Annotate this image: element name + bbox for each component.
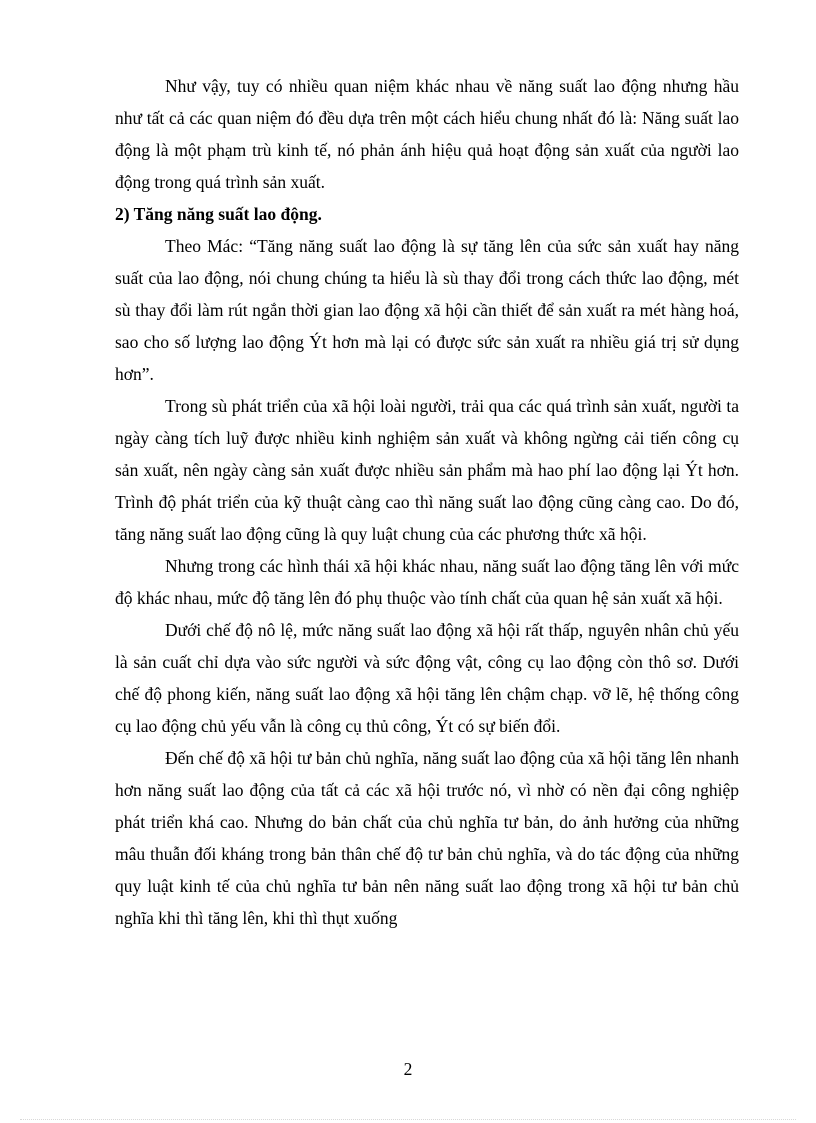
paragraph-social-forms: Nhưng trong các hình thái xã hội khác nhau, năng suất lao động tăng lên với mức độ khác nhau, mức độ tăng lên đó phụ thuộc vào tính chất của quan hệ sản xuất xã hội. <box>115 556 739 608</box>
paragraph-productivity-definition: Như vậy, tuy có nhiều quan niệm khác nhau về năng suất lao động nhưng hầu như tất cả các quan niệm đó đều dựa trên một cách hiểu chung nhất đó là: Năng suất lao động là một phạm trù kinh tế, nó phản ánh hiệu quả hoạt động sản xuất của người lao động trong quá trình sản xuất. <box>115 76 739 192</box>
page-number: 2 <box>403 1059 413 1079</box>
paragraph-social-development: Trong sù phát triển của xã hội loài người, trải qua các quá trình sản xuất, người ta ngày càng tích luỹ được nhiều kinh nghiệm sản xuất và không ngừng cải tiến công cụ sản xuất, nên ngày càng sản xuất được nhiều sản phẩm mà hao phí lao động lại Ýt hơn. Trình độ phát triển của kỹ thuật càng cao thì năng suất lao động cũng càng cao. Do đó, tăng năng suất lao động cũng là quy luật chung của các phương thức xã hội. <box>115 396 739 544</box>
paragraph-capitalism: Đến chế độ xã hội tư bản chủ nghĩa, năng suất lao động của xã hội tăng lên nhanh hơn năng suất lao động của tất cả các xã hội trước nó, vì nhờ có nền đại công nghiệp phát triển khá cao. Nhưng do bản chất của chủ nghĩa tư bản, do ảnh hưởng của những mâu thuẫn đối kháng trong bản thân chế độ tư bản chủ nghĩa, và do tác động của những quy luật kinh tế của chủ nghĩa tư bản nên năng suất lao động trong xã hội tư bản chủ nghĩa khi thì tăng lên, khi thì thụt xuống <box>115 748 739 928</box>
page-bottom-divider <box>20 1119 796 1120</box>
paragraph-marx-quote: Theo Mác: “Tăng năng suất lao động là sự tăng lên của sức sản xuất hay năng suất của lao động, nói chung chúng ta hiểu là sù thay đổi trong cách thức lao động, mét sù thay đổi làm rút ngắn thời gian lao động xã hội cần thiết để sản xuất ra mét hàng hoá, sao cho số lượng lao động Ýt hơn mà lại có được sức sản xuất ra nhiều giá trị sử dụng hơn”. <box>115 236 739 384</box>
document-body <box>115 70 739 934</box>
paragraph-slavery-feudalism: Dưới chế độ nô lệ, mức năng suất lao động xã hội rất thấp, nguyên nhân chủ yếu là sản cuất chỉ dựa vào sức người và sức động vật, công cụ lao động còn thô sơ. Dưới chế độ phong kiến, năng suất lao động xã hội tăng lên chậm chạp. vỡ lẽ, hệ thống công cụ lao động chủ yếu vẫn là công cụ thủ công, Ýt có sự biến đổi. <box>115 620 739 736</box>
section-heading: 2) Tăng năng suất lao động. <box>115 204 322 224</box>
